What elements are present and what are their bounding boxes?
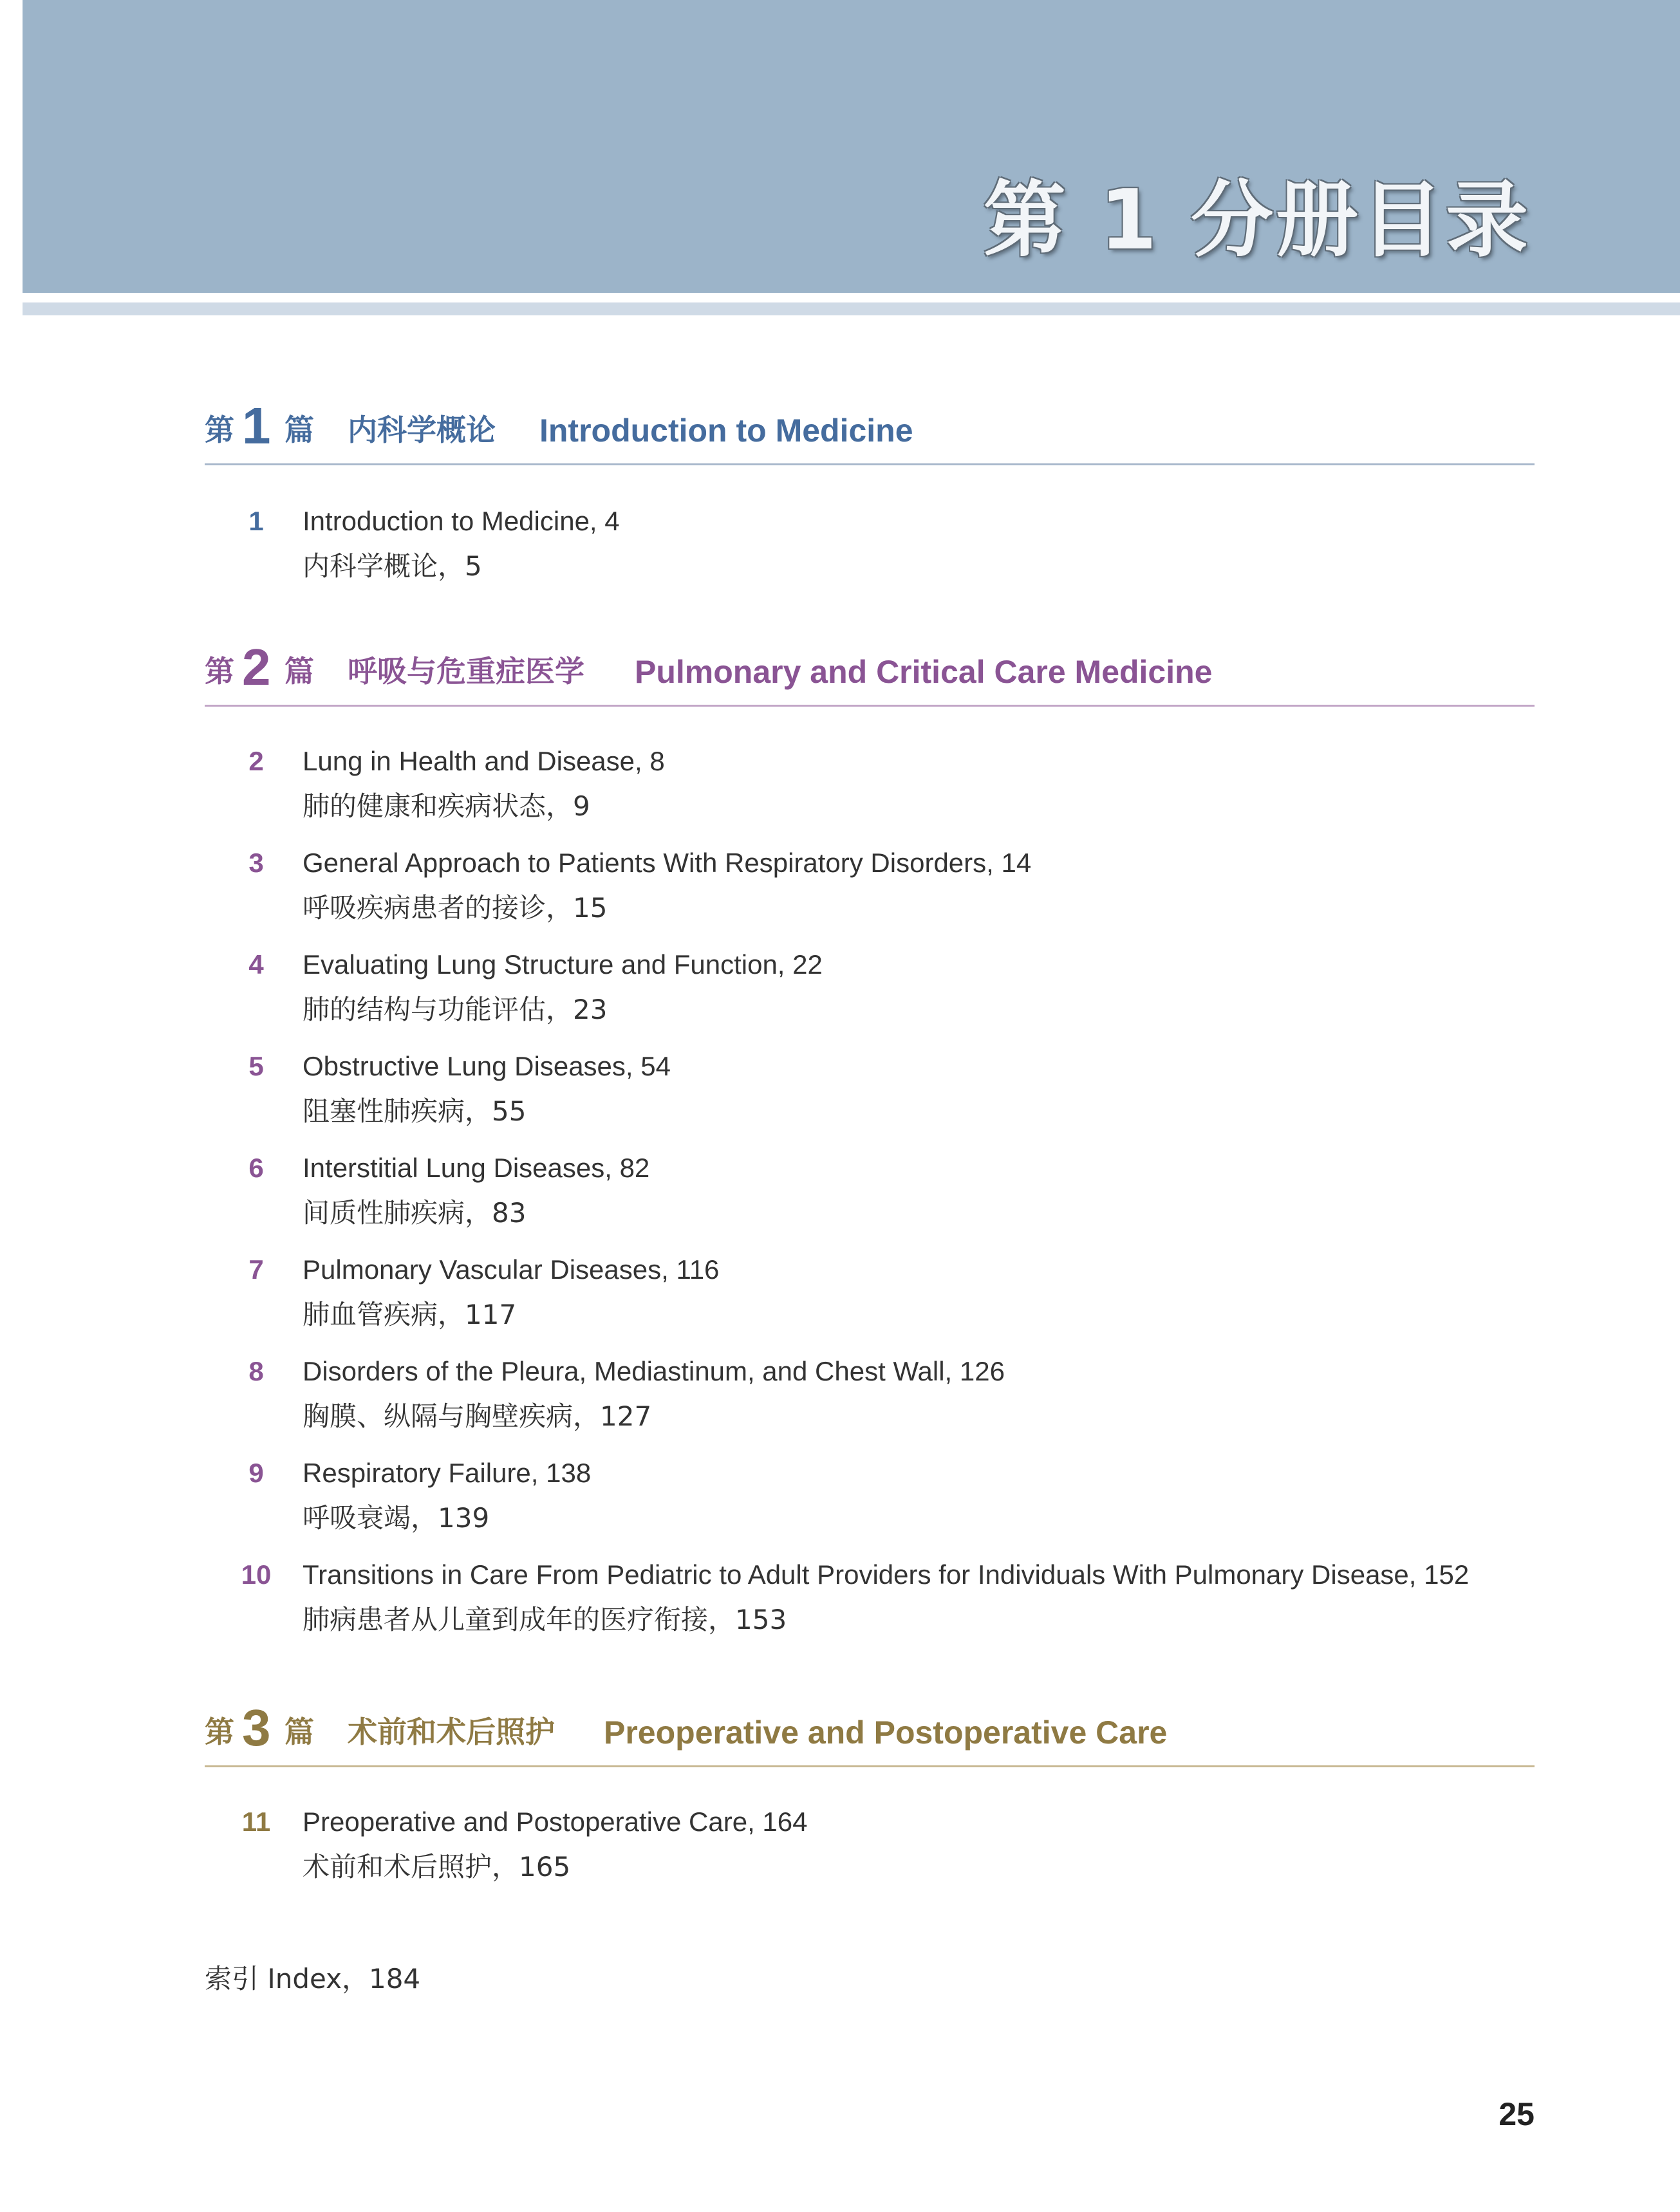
chapter-title-cn: 术前和术后照护，165 xyxy=(303,1851,571,1882)
chapter-title-en: Preoperative and Postoperative Care, 164 xyxy=(303,1807,808,1837)
chapter-title-en: Obstructive Lung Diseases, 54 xyxy=(303,1051,671,1081)
chapter-9[interactable] xyxy=(0,1451,1680,1547)
page-number: 25 xyxy=(1498,2096,1535,2132)
chapter-title-en: General Approach to Patients With Respiratory Disorders, 14 xyxy=(303,848,1032,878)
part-pian: 篇 xyxy=(285,413,314,447)
part-2-heading xyxy=(205,640,1535,707)
part-di: 第 xyxy=(205,1715,234,1749)
chapter-10[interactable] xyxy=(0,1552,1680,1649)
chapter-number: 9 xyxy=(248,1458,264,1488)
chapter-title-cn: 呼吸衰竭，139 xyxy=(303,1502,490,1534)
chapter-number: 10 xyxy=(241,1559,272,1590)
chapter-title-cn: 内科学概论，5 xyxy=(303,550,482,582)
part-title-cn: 内科学概论 xyxy=(348,413,496,447)
chapter-title-cn: 肺的健康和疾病状态，9 xyxy=(303,790,590,822)
chapter-8[interactable] xyxy=(0,1349,1680,1445)
chapter-title-en: Evaluating Lung Structure and Function, 22 xyxy=(303,949,823,980)
chapter-number: 8 xyxy=(248,1356,264,1386)
part-pian: 篇 xyxy=(285,1715,314,1749)
chapter-number: 11 xyxy=(241,1807,271,1837)
chapter-title-cn: 肺的结构与功能评估，23 xyxy=(303,994,608,1025)
chapter-number: 6 xyxy=(248,1153,264,1183)
part-title-cn: 术前和术后照护 xyxy=(348,1715,555,1749)
chapter-title-cn: 胸膜、纵隔与胸壁疾病，127 xyxy=(303,1400,652,1432)
chapter-title-en: Respiratory Failure, 138 xyxy=(303,1458,592,1488)
chapter-title-cn: 肺血管疾病，117 xyxy=(303,1299,517,1330)
part-di: 第 xyxy=(205,413,234,447)
chapter-7[interactable] xyxy=(0,1247,1680,1344)
chapter-3[interactable] xyxy=(0,841,1680,937)
chapter-number: 3 xyxy=(248,848,264,878)
part-number: 2 xyxy=(242,638,271,696)
part-pian: 篇 xyxy=(285,654,314,689)
header-stripe xyxy=(23,302,1680,315)
chapter-5[interactable] xyxy=(0,1044,1680,1140)
part-3-heading xyxy=(205,1701,1535,1767)
chapter-number: 7 xyxy=(248,1254,264,1285)
part-title-en: Pulmonary and Critical Care Medicine xyxy=(635,654,1213,690)
part-title-en: Introduction to Medicine xyxy=(539,413,913,449)
part-1-heading xyxy=(205,399,1535,465)
chapter-number: 4 xyxy=(248,949,264,980)
chapter-title-en: Transitions in Care From Pediatric to Adult Providers for Individuals With Pulmonary Disease, 152 xyxy=(303,1559,1470,1590)
part-number: 1 xyxy=(242,397,271,454)
part-number: 3 xyxy=(242,1699,271,1756)
chapter-title-en: Disorders of the Pleura, Mediastinum, and Chest Wall, 126 xyxy=(303,1356,1005,1386)
chapter-title-en: Pulmonary Vascular Diseases, 116 xyxy=(303,1254,720,1285)
chapter-number: 2 xyxy=(248,746,264,776)
part-title-en: Preoperative and Postoperative Care xyxy=(604,1715,1168,1751)
chapter-title-en: Introduction to Medicine, 4 xyxy=(303,506,620,536)
chapter-number: 1 xyxy=(248,506,264,536)
chapter-title-cn: 阻塞性肺疾病，55 xyxy=(303,1095,527,1127)
part-di: 第 xyxy=(205,654,234,689)
chapter-title-cn: 呼吸疾病患者的接诊，15 xyxy=(303,892,608,924)
chapter-title-cn: 肺病患者从儿童到成年的医疗衔接，153 xyxy=(303,1604,787,1635)
chapter-title-cn: 间质性肺疾病，83 xyxy=(303,1197,527,1229)
chapter-title-en: Lung in Health and Disease, 8 xyxy=(303,746,665,776)
chapter-6[interactable] xyxy=(0,1146,1680,1242)
chapter-2[interactable] xyxy=(0,739,1680,835)
chapter-11[interactable] xyxy=(0,1799,1680,1896)
part-title-cn: 呼吸与危重症医学 xyxy=(348,654,584,689)
chapter-1[interactable] xyxy=(0,499,1680,595)
chapter-4[interactable] xyxy=(0,942,1680,1039)
index-entry[interactable]: 索引 Index，184 xyxy=(205,1963,421,1994)
chapter-title-en: Interstitial Lung Diseases, 82 xyxy=(303,1153,650,1183)
volume-toc-title: 第 1 分册目录 xyxy=(983,172,1531,268)
chapter-number: 5 xyxy=(248,1051,264,1081)
